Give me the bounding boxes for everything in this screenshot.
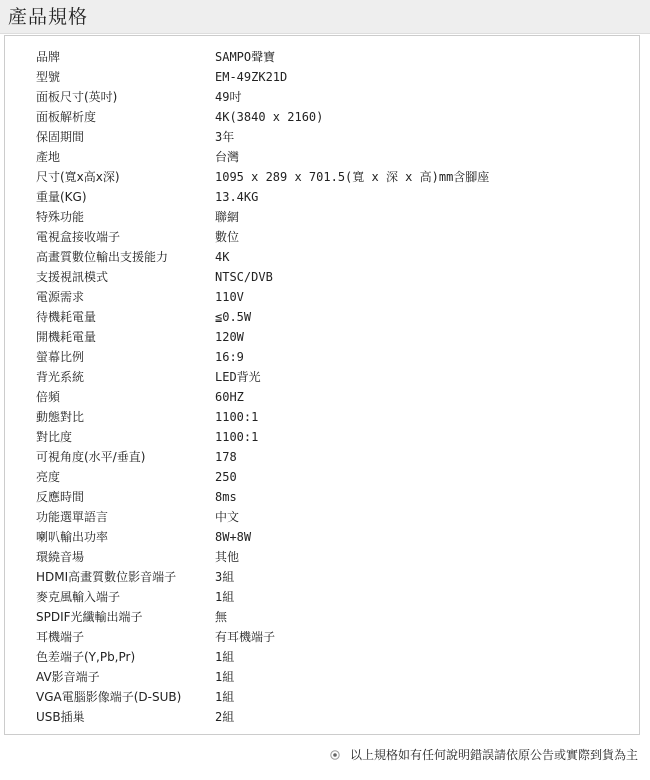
spec-value: 1組 bbox=[215, 650, 235, 664]
spec-label: 背光系統 bbox=[36, 370, 85, 384]
spec-row bbox=[5, 687, 639, 707]
spec-value: 有耳機端子 bbox=[215, 630, 276, 644]
spec-row bbox=[5, 427, 639, 447]
spec-label: 電源需求 bbox=[36, 290, 85, 304]
spec-label: 面板尺寸(英吋) bbox=[36, 90, 118, 104]
spec-row bbox=[5, 367, 639, 387]
spec-row bbox=[5, 667, 639, 687]
spec-label: 型號 bbox=[36, 70, 61, 84]
spec-value: NTSC/DVB bbox=[215, 270, 273, 284]
spec-row bbox=[5, 107, 639, 127]
spec-row bbox=[5, 167, 639, 187]
spec-label: 功能選單語言 bbox=[36, 510, 109, 524]
spec-value: 1100:1 bbox=[215, 430, 259, 444]
spec-row bbox=[5, 627, 639, 647]
spec-row bbox=[5, 267, 639, 287]
spec-value: 4K(3840 x 2160) bbox=[215, 110, 324, 124]
spec-label: 環繞音場 bbox=[36, 550, 85, 564]
spec-label: 待機耗電量 bbox=[36, 310, 97, 324]
disclaimer-note bbox=[330, 744, 638, 766]
spec-label: 電視盒接收端子 bbox=[36, 230, 121, 244]
spec-value: 178 bbox=[215, 450, 237, 464]
spec-rows bbox=[5, 47, 639, 727]
spec-row bbox=[5, 227, 639, 247]
spec-value: SAMPO聲寶 bbox=[215, 50, 276, 64]
spec-label: 可視角度(水平/垂直) bbox=[36, 450, 146, 464]
spec-value: 60HZ bbox=[215, 390, 244, 404]
spec-row bbox=[5, 127, 639, 147]
spec-label: 尺寸(寬x高x深) bbox=[36, 170, 120, 184]
bullet-circle-icon bbox=[330, 750, 340, 760]
spec-value: 13.4KG bbox=[215, 190, 259, 204]
disclaimer-text: 以上規格如有任何說明錯誤請依原公告或實際到貨為主 bbox=[349, 748, 638, 762]
spec-value: 聯網 bbox=[215, 210, 240, 224]
spec-value: 8ms bbox=[215, 490, 237, 504]
spec-row bbox=[5, 147, 639, 167]
spec-label: 重量(KG) bbox=[36, 190, 87, 204]
spec-row bbox=[5, 587, 639, 607]
spec-value: 1組 bbox=[215, 670, 235, 684]
spec-label: HDMI高畫質數位影音端子 bbox=[36, 570, 177, 584]
spec-value: 3年 bbox=[215, 130, 235, 144]
spec-label: 耳機端子 bbox=[36, 630, 85, 644]
spec-row bbox=[5, 447, 639, 467]
spec-label: 動態對比 bbox=[36, 410, 85, 424]
spec-value: 250 bbox=[215, 470, 237, 484]
spec-value: EM-49ZK21D bbox=[215, 70, 288, 84]
spec-label: 喇叭輸出功率 bbox=[36, 530, 109, 544]
spec-value: ≦0.5W bbox=[215, 310, 252, 324]
spec-row bbox=[5, 407, 639, 427]
page-header bbox=[0, 0, 650, 34]
spec-value: 台灣 bbox=[215, 150, 240, 164]
spec-value: 16:9 bbox=[215, 350, 244, 364]
spec-row bbox=[5, 567, 639, 587]
spec-row bbox=[5, 387, 639, 407]
spec-row bbox=[5, 647, 639, 667]
spec-value: 1組 bbox=[215, 590, 235, 604]
page-title: 產品規格 bbox=[8, 6, 89, 28]
spec-row bbox=[5, 467, 639, 487]
spec-row bbox=[5, 287, 639, 307]
spec-row bbox=[5, 507, 639, 527]
spec-row bbox=[5, 67, 639, 87]
spec-label: 反應時間 bbox=[36, 490, 85, 504]
spec-row bbox=[5, 487, 639, 507]
spec-label: 色差端子(Y,Pb,Pr) bbox=[36, 650, 136, 664]
spec-row bbox=[5, 307, 639, 327]
spec-row bbox=[5, 547, 639, 567]
spec-row bbox=[5, 347, 639, 367]
spec-row bbox=[5, 607, 639, 627]
spec-label: 產地 bbox=[36, 150, 61, 164]
spec-row bbox=[5, 707, 639, 727]
spec-row bbox=[5, 527, 639, 547]
spec-label: AV影音端子 bbox=[36, 670, 100, 684]
spec-table bbox=[4, 35, 640, 735]
spec-label: 面板解析度 bbox=[36, 110, 97, 124]
spec-label: SPDIF光纖輸出端子 bbox=[36, 610, 143, 624]
spec-label: 高畫質數位輸出支援能力 bbox=[36, 250, 169, 264]
spec-value: 1095 x 289 x 701.5(寬 x 深 x 高)mm含腳座 bbox=[215, 170, 490, 184]
spec-label: 亮度 bbox=[36, 470, 61, 484]
spec-label: 特殊功能 bbox=[36, 210, 85, 224]
spec-value: LED背光 bbox=[215, 370, 261, 384]
spec-label: 保固期間 bbox=[36, 130, 85, 144]
spec-value: 中文 bbox=[215, 510, 240, 524]
spec-label: 螢幕比例 bbox=[36, 350, 85, 364]
spec-row bbox=[5, 187, 639, 207]
spec-label: 支援視訊模式 bbox=[36, 270, 109, 284]
spec-label: 倍頻 bbox=[36, 390, 61, 404]
spec-row bbox=[5, 87, 639, 107]
spec-row bbox=[5, 247, 639, 267]
spec-value: 2組 bbox=[215, 710, 235, 724]
spec-value: 1組 bbox=[215, 690, 235, 704]
spec-value: 8W+8W bbox=[215, 530, 252, 544]
spec-value: 110V bbox=[215, 290, 244, 304]
spec-label: VGA電腦影像端子(D-SUB) bbox=[36, 690, 182, 704]
spec-value: 其他 bbox=[215, 550, 240, 564]
spec-row bbox=[5, 327, 639, 347]
spec-label: 開機耗電量 bbox=[36, 330, 97, 344]
spec-value: 120W bbox=[215, 330, 244, 344]
spec-label: USB插巢 bbox=[36, 710, 85, 724]
spec-label: 對比度 bbox=[36, 430, 73, 444]
spec-value: 無 bbox=[215, 610, 228, 624]
spec-row bbox=[5, 207, 639, 227]
spec-value: 3組 bbox=[215, 570, 235, 584]
spec-label: 麥克風輸入端子 bbox=[36, 590, 121, 604]
spec-value: 1100:1 bbox=[215, 410, 259, 424]
spec-label: 品牌 bbox=[36, 50, 61, 64]
spec-value: 49吋 bbox=[215, 90, 242, 104]
spec-row bbox=[5, 47, 639, 67]
spec-value: 數位 bbox=[215, 230, 240, 244]
spec-value: 4K bbox=[215, 250, 230, 264]
